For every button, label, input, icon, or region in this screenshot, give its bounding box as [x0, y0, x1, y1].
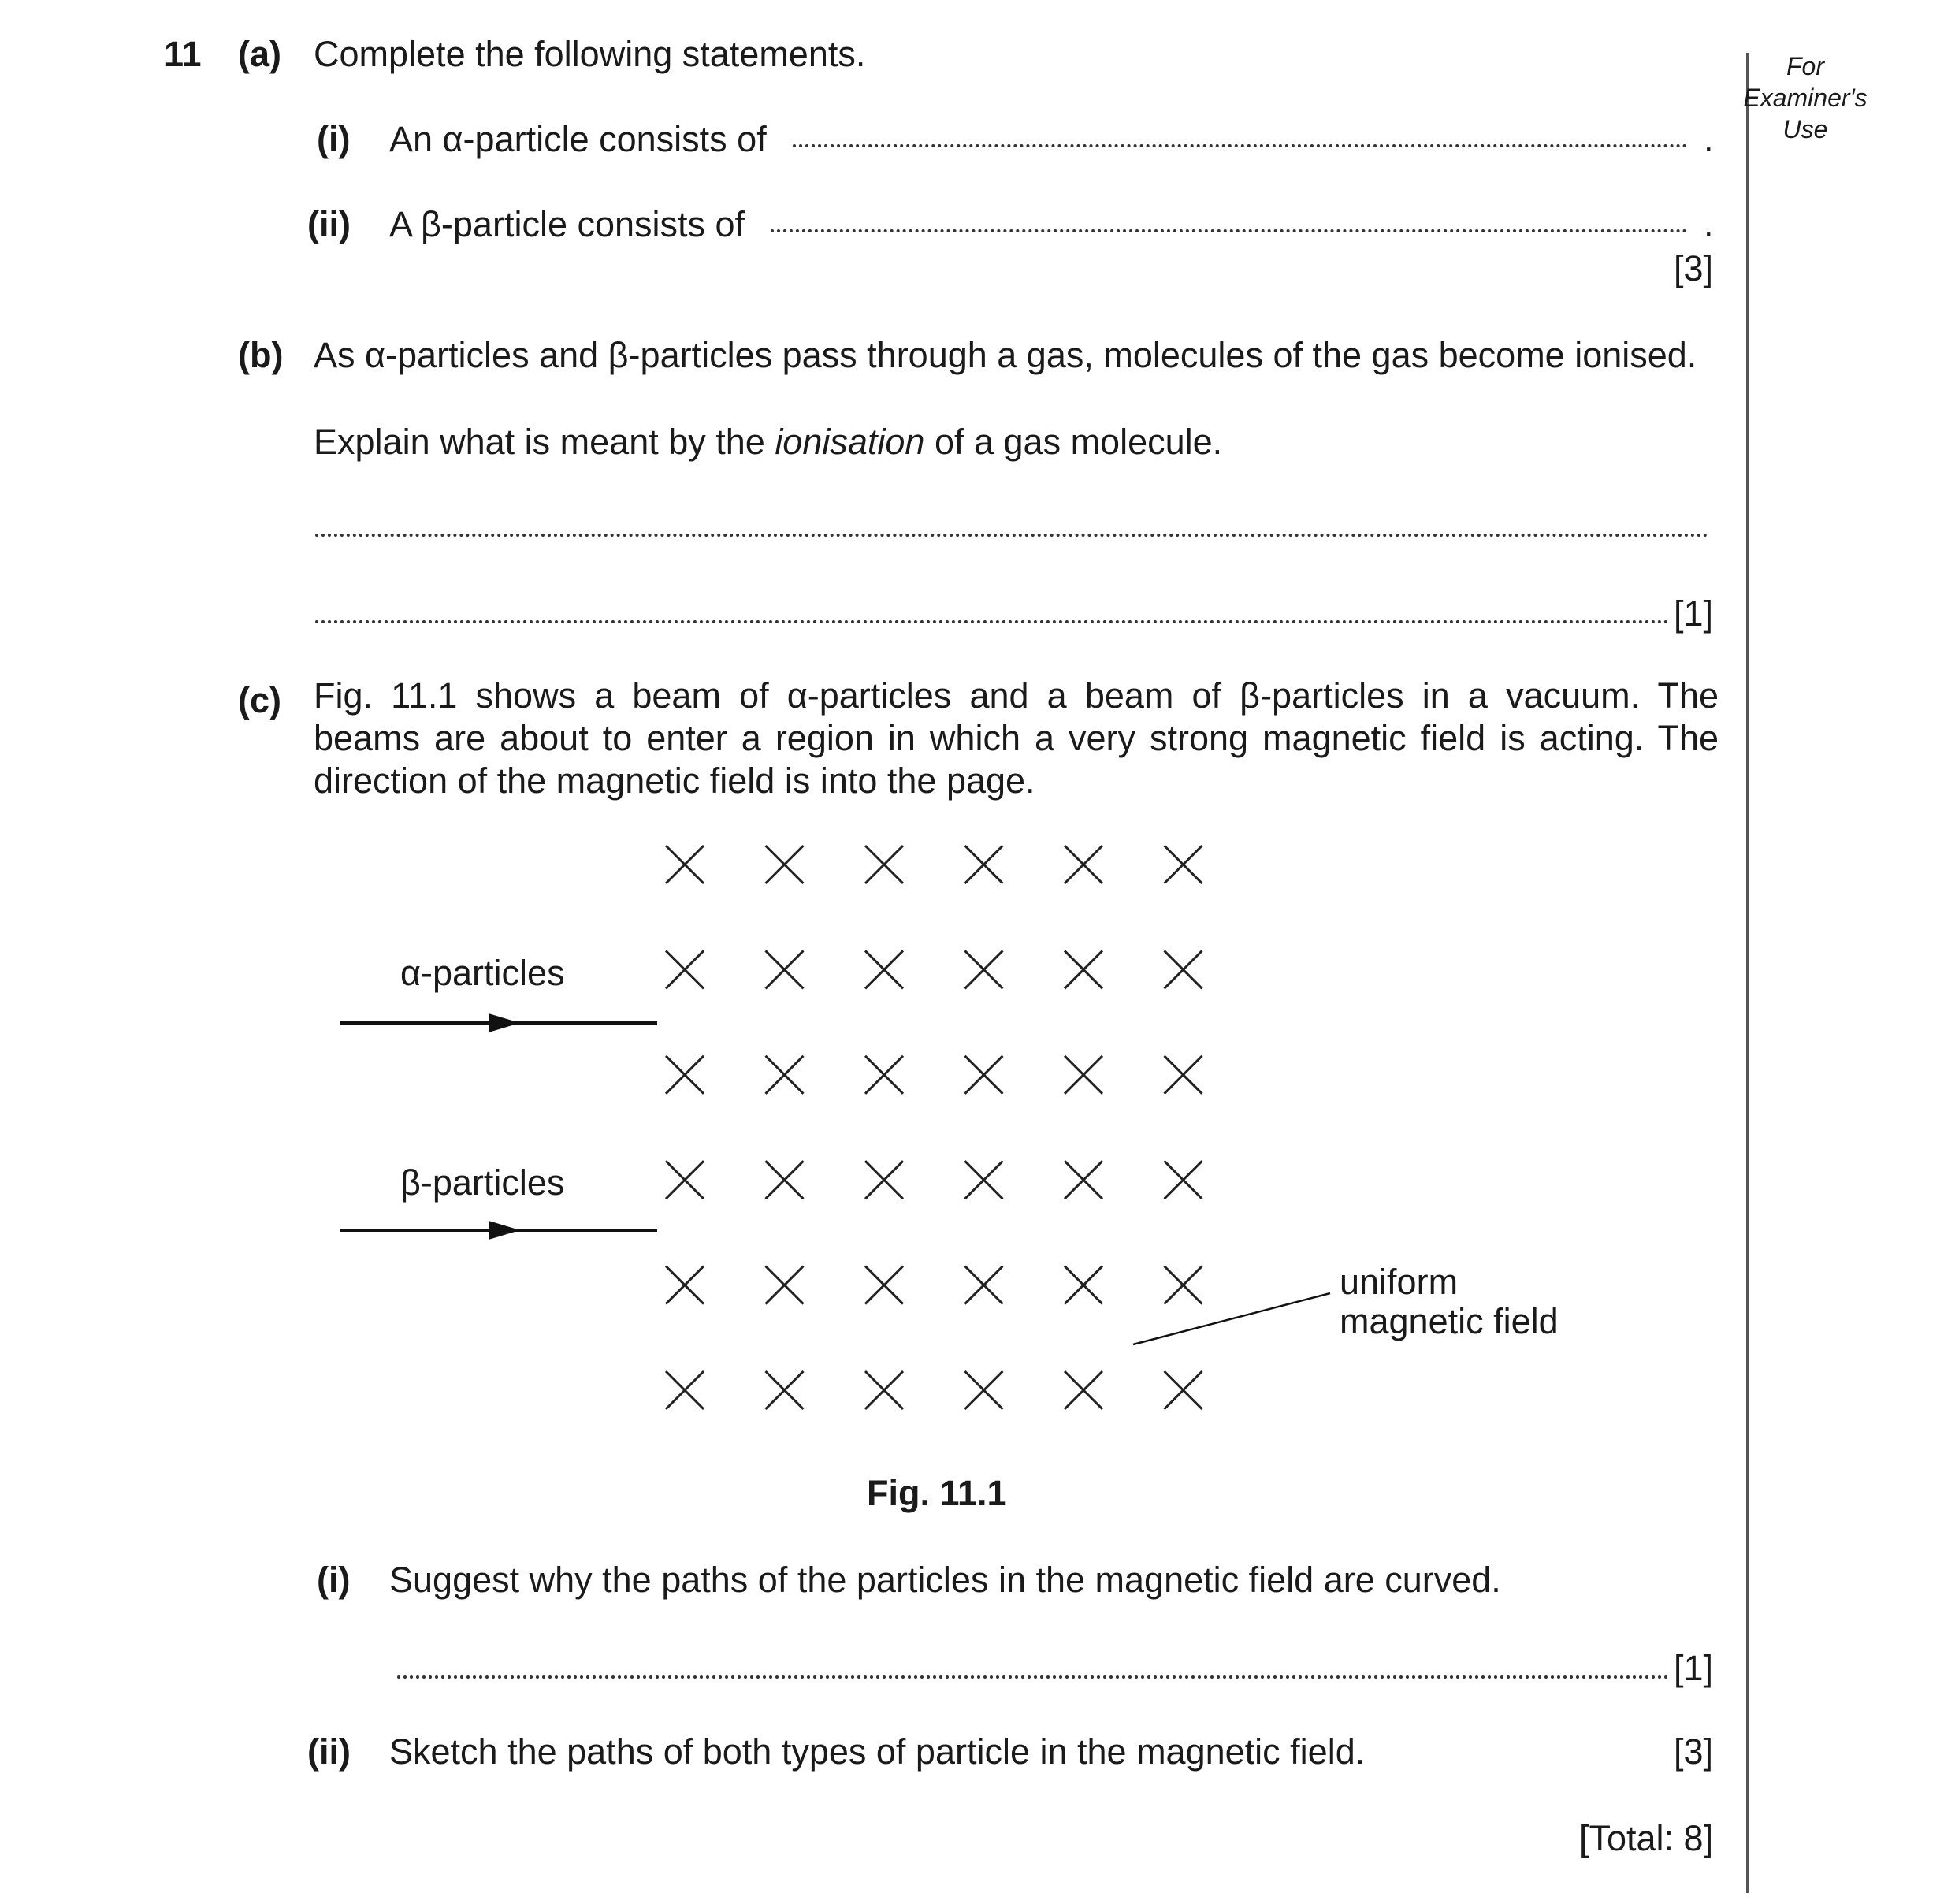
field-cross — [666, 846, 704, 883]
field-cross — [1165, 1371, 1202, 1409]
part-c-line-2: beams are about to enter a region in which a very strong magnetic field is acting. The — [314, 718, 1719, 758]
question-number: 11 — [164, 34, 202, 74]
magnetic-field-crosses — [666, 846, 1202, 1409]
part-c-line-3: direction of the magnetic field is into the page. — [314, 760, 1035, 801]
field-cross — [1165, 1056, 1202, 1094]
part-a-ii-end: . — [1704, 204, 1714, 244]
field-cross — [766, 1161, 804, 1199]
field-cross — [965, 1056, 1003, 1094]
field-cross — [965, 1266, 1003, 1304]
part-c-ii-text: Sketch the paths of both types of particle in the magnetic field. — [389, 1731, 1366, 1772]
field-cross — [1165, 950, 1202, 988]
field-cross — [1065, 1371, 1102, 1409]
field-cross — [666, 1371, 704, 1409]
field-cross — [1065, 1161, 1102, 1199]
field-cross — [865, 950, 903, 988]
part-c-label: (c) — [238, 680, 281, 720]
field-cross — [1165, 846, 1202, 883]
part-b-marks: [1] — [1674, 593, 1714, 634]
figure-caption: Fig. 11.1 — [867, 1473, 1007, 1513]
field-cross — [766, 950, 804, 988]
part-a-marks: [3] — [1674, 248, 1714, 288]
field-label-leader-line — [1133, 1293, 1330, 1344]
field-cross — [865, 846, 903, 883]
beta-particles-label: β-particles — [400, 1162, 565, 1203]
field-cross — [1065, 1056, 1102, 1094]
part-b-text1: As α-particles and β-particles pass through a gas, molecules of the gas become ionised. — [314, 335, 1697, 375]
field-cross — [1065, 846, 1102, 883]
total-marks: [Total: 8] — [1579, 1818, 1714, 1858]
field-label-uniform: uniform — [1340, 1262, 1459, 1302]
field-label-magnetic-field: magnetic field — [1340, 1301, 1559, 1341]
field-cross — [965, 1161, 1003, 1199]
alpha-particles-label: α-particles — [400, 953, 565, 993]
part-c-ii-label: (ii) — [307, 1731, 351, 1772]
field-cross — [666, 950, 704, 988]
part-c-i-marks: [1] — [1674, 1648, 1714, 1688]
part-c-i-label: (i) — [317, 1560, 351, 1600]
part-b-text2: Explain what is meant by the ionisation of a gas molecule. — [314, 422, 1223, 462]
field-cross — [965, 950, 1003, 988]
part-a-ii-label: (ii) — [307, 204, 351, 244]
field-cross — [1165, 1161, 1202, 1199]
part-a-ii-text: A β-particle consists of — [389, 204, 745, 244]
part-b-label: (b) — [238, 335, 284, 375]
part-a-label: (a) — [238, 34, 281, 74]
field-cross — [865, 1371, 903, 1409]
part-c-line-1: Fig. 11.1 shows a beam of α-particles and a beam of β-particles in a vacuum. The — [314, 675, 1719, 716]
field-cross — [766, 846, 804, 883]
part-a-prompt: Complete the following statements. — [314, 34, 866, 74]
examiner-label-use: Use — [1782, 115, 1828, 143]
part-a-i-end: . — [1704, 119, 1714, 159]
field-cross — [766, 1266, 804, 1304]
part-a-i-text: An α-particle consists of — [389, 119, 767, 159]
part-a-i-label: (i) — [317, 119, 351, 159]
field-cross — [1065, 950, 1102, 988]
examiner-label-for: For — [1786, 52, 1824, 80]
answer-line-c-i[interactable] — [397, 1675, 1669, 1679]
field-cross — [1165, 1266, 1202, 1304]
field-cross — [965, 1371, 1003, 1409]
field-cross — [865, 1056, 903, 1094]
field-cross — [865, 1266, 903, 1304]
field-cross — [865, 1161, 903, 1199]
part-b-italic-term: ionisation — [775, 422, 925, 462]
examiner-label-examiners: Examiner's — [1743, 84, 1868, 112]
field-cross — [1065, 1266, 1102, 1304]
part-c-i-text: Suggest why the paths of the particles in the magnetic field are curved. — [389, 1560, 1501, 1600]
field-cross — [666, 1161, 704, 1199]
part-c-ii-marks: [3] — [1674, 1731, 1714, 1772]
field-cross — [666, 1056, 704, 1094]
field-cross — [766, 1371, 804, 1409]
field-cross — [965, 846, 1003, 883]
alpha-beam-arrowhead — [489, 1013, 520, 1032]
beta-beam-arrowhead — [489, 1221, 520, 1240]
field-cross — [666, 1266, 704, 1304]
field-cross — [766, 1056, 804, 1094]
